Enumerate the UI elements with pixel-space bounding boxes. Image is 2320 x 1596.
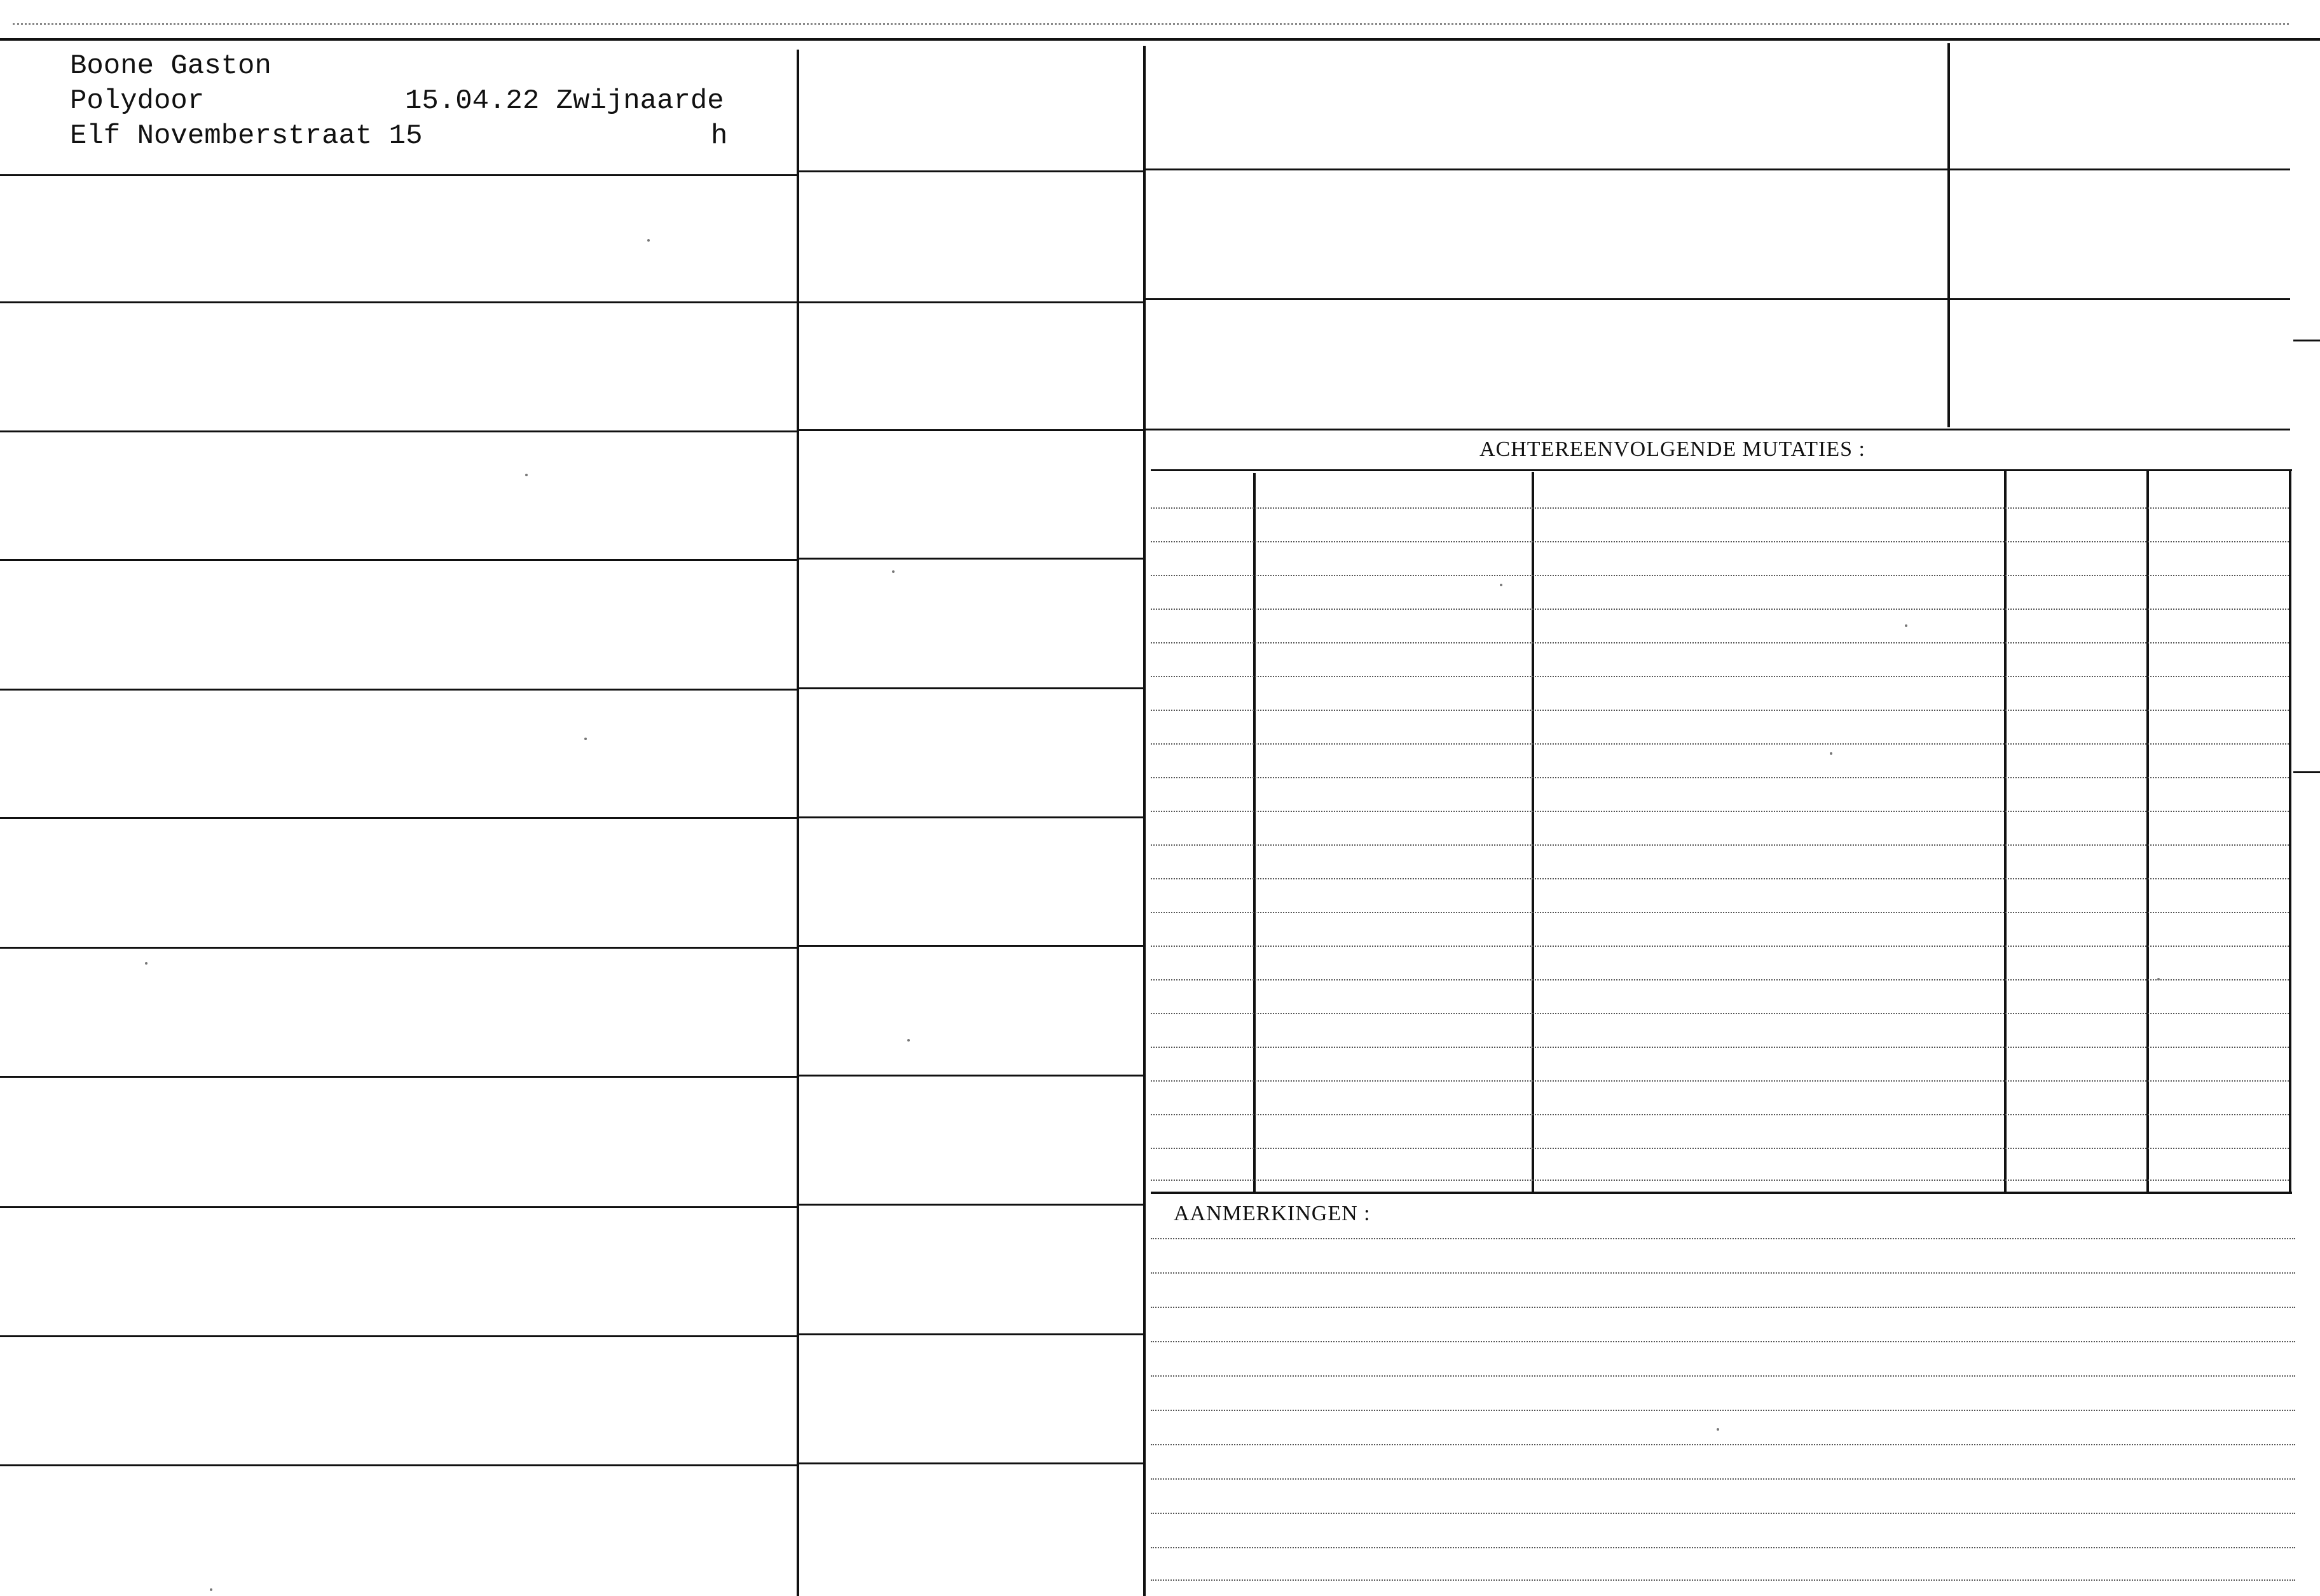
left-row-line — [0, 559, 797, 561]
mutations-row-line — [1151, 642, 2289, 643]
mutations-row-line — [1151, 575, 2289, 576]
middle-row-line — [799, 816, 1143, 818]
mutations-row-line — [1151, 1013, 2289, 1014]
mutations-row-line — [1151, 979, 2289, 980]
mutations-row-line — [1151, 1114, 2289, 1115]
mutations-row-line — [1151, 946, 2289, 947]
middle-row-line — [799, 1075, 1143, 1077]
scan-speck — [1905, 624, 1907, 627]
remarks-line — [1151, 1238, 2295, 1239]
mutations-table-top — [1151, 469, 2292, 471]
remarks-line — [1151, 1375, 2295, 1377]
remarks-line — [1151, 1547, 2295, 1548]
remarks-line — [1151, 1307, 2295, 1308]
left-row-line — [0, 689, 797, 691]
mutations-row-line — [1151, 609, 2289, 610]
mutations-row-line — [1151, 676, 2289, 677]
left-row-line — [0, 1464, 797, 1466]
col-divider-left — [797, 50, 799, 1596]
scan-speck — [584, 738, 587, 740]
mutations-row-line — [1151, 710, 2289, 711]
left-row-line — [0, 430, 797, 432]
address-line: Elf Novemberstraat 15 — [70, 120, 423, 152]
scan-speck — [907, 1039, 910, 1042]
mutations-row-line — [1151, 743, 2289, 745]
mutations-col-line — [1253, 473, 1256, 1192]
mutations-col-line — [2146, 471, 2149, 1192]
second-name: Polydoor — [70, 85, 205, 117]
middle-row-line — [799, 1204, 1143, 1206]
left-row-line — [0, 1335, 797, 1337]
remarks-heading: AANMERKINGEN : — [1174, 1202, 1371, 1225]
mutations-col-line — [1532, 472, 1534, 1192]
right-row-line — [1146, 298, 2290, 300]
scan-speck — [1500, 584, 1502, 586]
col-divider-middle — [1143, 46, 1146, 1596]
remarks-line — [1151, 1513, 2295, 1514]
mutations-row-line — [1151, 1080, 2289, 1082]
mutations-row-line — [1151, 1180, 2289, 1181]
middle-row-line — [799, 1333, 1143, 1335]
edge-tick — [2293, 771, 2320, 773]
middle-row-line — [799, 558, 1143, 560]
name-line: Boone Gaston — [70, 50, 271, 82]
mutations-col-line — [2289, 471, 2291, 1192]
scan-speck — [525, 474, 528, 476]
scan-speck — [892, 570, 895, 573]
left-row-line — [0, 301, 797, 303]
mutations-row-line — [1151, 1047, 2289, 1048]
marker-letter: h — [711, 120, 728, 152]
middle-row-line — [799, 429, 1143, 431]
remarks-line — [1151, 1478, 2295, 1480]
right-row-line — [1146, 169, 2290, 170]
scan-speck — [1830, 752, 1832, 755]
mutations-row-line — [1151, 811, 2289, 812]
mutations-col-line — [2004, 471, 2007, 1192]
mutations-heading: ACHTEREENVOLGENDE MUTATIES : — [1479, 437, 1865, 461]
mutations-row-line — [1151, 878, 2289, 879]
scan-speck — [145, 962, 148, 965]
middle-row-line — [799, 687, 1143, 689]
top-scan-edge — [13, 23, 2289, 25]
mutations-row-line — [1151, 1148, 2289, 1149]
remarks-line — [1151, 1341, 2295, 1342]
remarks-line — [1151, 1410, 2295, 1411]
middle-row-line — [799, 170, 1143, 172]
left-row-line — [0, 1206, 797, 1208]
remarks-line — [1151, 1444, 2295, 1445]
left-row-line — [0, 817, 797, 819]
mutations-row-line — [1151, 912, 2289, 913]
scan-speck — [1717, 1428, 1719, 1431]
mutations-row-line — [1151, 541, 2289, 542]
edge-tick — [2293, 340, 2320, 341]
top-border — [0, 38, 2320, 41]
scan-speck — [647, 239, 650, 242]
scan-speck — [210, 1588, 212, 1591]
middle-row-line — [799, 301, 1143, 303]
remarks-line — [1151, 1579, 2295, 1581]
col-divider-right — [1947, 43, 1950, 427]
middle-row-line — [799, 1462, 1143, 1464]
left-row-line — [0, 174, 797, 176]
right-row-line — [1146, 429, 2290, 430]
remarks-line — [1151, 1272, 2295, 1274]
left-row-line — [0, 947, 797, 949]
mutations-row-line — [1151, 507, 2289, 509]
scan-speck — [2157, 978, 2160, 980]
middle-row-line — [799, 945, 1143, 947]
mutations-row-line — [1151, 777, 2289, 778]
birth-date-place: 15.04.22 Zwijnaarde — [405, 85, 724, 117]
mutations-row-line — [1151, 844, 2289, 846]
left-row-line — [0, 1076, 797, 1078]
mutations-table-bottom — [1151, 1192, 2292, 1194]
